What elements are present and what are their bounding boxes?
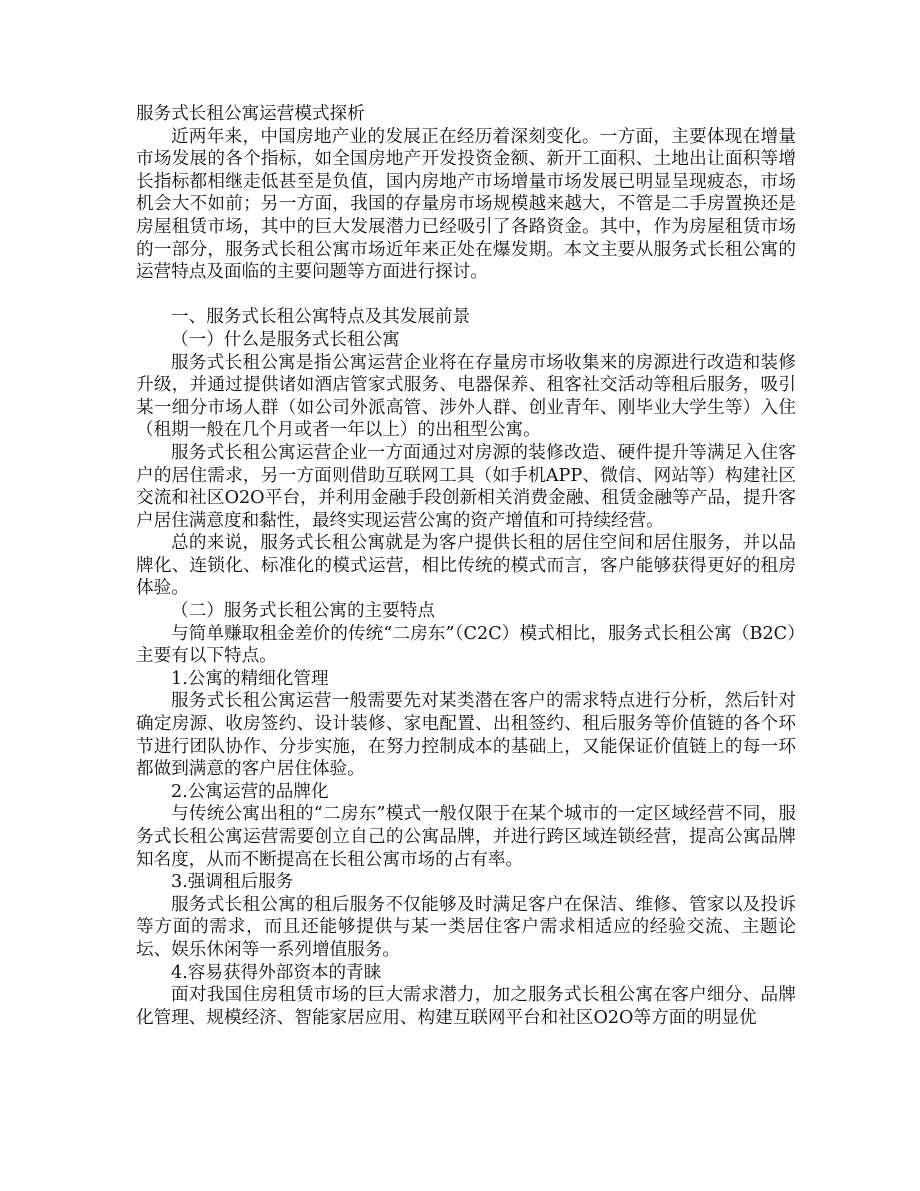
section-heading-1: 一、服务式长租公寓特点及其发展前景 (171, 307, 471, 328)
paragraph-summary: 总的来说，服务式长租公寓就是为客户提供长租的居住空间和居住服务，并以品牌化、连锁化、标准化的模式运营，相比传统的模式而言，客户能够获得更好的租房体验。 (136, 533, 796, 599)
paragraph-comparison: 与简单赚取租金差价的传统“二房东”（C2C）模式相比，服务式长租公寓（B2C）主要有以下特点。 (136, 623, 796, 667)
item-heading-4: 4.容易获得外部资本的青睐 (171, 962, 382, 983)
document-title: 服务式长租公寓运营模式探析 (136, 104, 365, 124)
paragraph-branding: 与传统公寓出租的“二房东”模式一般仅限于在某个城市的一定区域经营不同，服务式长租公寓运营需要创立自己的公寓品牌，并进行跨区域连锁经营，提高公寓品牌知名度，从而不断提高在长租公寓市场的占有率。 (136, 804, 796, 870)
document-page (136, 103, 796, 1029)
paragraph-gap (136, 284, 796, 307)
intro-paragraph: 近两年来，中国房地产业的发展正在经历着深刻变化。一方面，主要体现在增量市场发展的各个指标，如全国房地产开发投资金额、新开工面积、土地出让面积等增长指标都相继走低甚至是负值，国内房地产市场增量市场发展已明显呈现疲态，市场机会大不如前；另一方面，我国的存量房市场规模越来越大，不管是二手房置换还是房屋租赁市场，其中的巨大发展潜力已经吸引了各路资金。其中，作为房屋租赁市场的一部分，服务式长租公寓市场近年来正处在爆发期。本文主要从服务式长租公寓的运营特点及面临的主要问题等方面进行探讨。 (136, 126, 796, 283)
subsection-heading-1: （一）什么是服务式长租公寓 (171, 329, 400, 350)
paragraph-refined-management: 服务式长租公寓运营一般需要先对某类潜在客户的需求特点进行分析，然后针对确定房源、收房签约、设计装修、家电配置、出租签约、租后服务等价值链的各个环节进行团队协作、分步实施，在努力控制成本的基础上，又能保证价值链上的每一环都做到满意的客户居住体验。 (136, 691, 796, 780)
item-heading-2: 2.公寓运营的品牌化 (171, 781, 329, 802)
item-heading-1: 1.公寓的精细化管理 (171, 668, 329, 689)
item-heading-3: 3.强调租后服务 (171, 872, 294, 893)
paragraph-operations: 服务式长租公寓运营企业一方面通过对房源的装修改造、硬件提升等满足入住客户的居住需求，另一方面则借助互联网工具（如手机APP、微信、网站等）构建社区交流和社区O2O平台，并利用金融手段创新相关消费金融、租赁金融等产品，提升客户居住满意度和黏性，最终实现运营公寓的资产增值和可持续经营。 (136, 442, 796, 531)
paragraph-after-rental-service: 服务式长租公寓的租后服务不仅能够及时满足客户在保洁、维修、管家以及投诉等方面的需求，而且还能够提供与某一类居住客户需求相适应的经验交流、主题论坛、娱乐休闲等一系列增值服务。 (136, 894, 796, 960)
paragraph-definition: 服务式长租公寓是指公寓运营企业将在存量房市场收集来的房源进行改造和装修升级，并通过提供诸如酒店管家式服务、电器保养、租客社交活动等租后服务，吸引某一细分市场人群（如公司外派高管、涉外人群、创业青年、刚毕业大学生等）入住（租期一般在几个月或者一年以上）的出租型公寓。 (136, 352, 796, 441)
paragraph-capital: 面对我国住房租赁市场的巨大需求潜力，加之服务式长租公寓在客户细分、品牌化管理、规模经济、智能家居应用、构建互联网平台和社区O2O等方面的明显优 (136, 985, 796, 1028)
subsection-heading-2: （二）服务式长租公寓的主要特点 (171, 601, 435, 622)
